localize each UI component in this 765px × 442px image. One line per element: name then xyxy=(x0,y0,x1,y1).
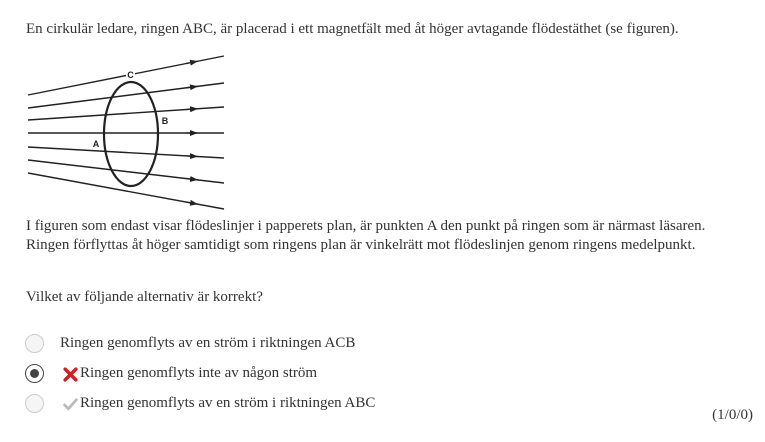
answer-option-acb[interactable] xyxy=(25,334,625,356)
question-prompt: Vilket av följande alternativ är korrekt? xyxy=(26,289,263,305)
cross-icon xyxy=(63,367,78,382)
flux-arrows xyxy=(186,61,198,204)
radio-button-selected[interactable] xyxy=(25,364,44,383)
option-label: Ringen genomflyts inte av någon ström xyxy=(80,365,318,381)
option-label: Ringen genomflyts av en ström i riktningen ABC xyxy=(80,395,376,411)
answer-option-no-current[interactable] xyxy=(25,364,625,386)
point-b-label: B xyxy=(161,116,169,126)
score-indicator: (1/0/0) xyxy=(712,407,753,423)
magnetic-field-figure xyxy=(26,52,226,214)
question-description: I figuren som endast visar flödeslinjer i papperets plan, är punkten A den punkt på ringen som är närmast läsaren. Ringen förflyttas åt höger samtidigt som ringens plan är vinkelrätt mot flödeslinjen genom ringens medelpunkt. xyxy=(26,218,706,253)
option-label: Ringen genomflyts av en ström i riktningen ACB xyxy=(60,335,356,351)
radio-button[interactable] xyxy=(25,334,44,353)
check-icon xyxy=(63,397,78,412)
point-c-label: C xyxy=(127,70,134,80)
conductor-ring xyxy=(104,82,158,186)
radio-button[interactable] xyxy=(25,394,44,413)
answer-option-abc[interactable] xyxy=(25,394,625,416)
point-a-label: A xyxy=(92,139,100,149)
question-intro: En cirkulär ledare, ringen ABC, är placerad i ett magnetfält med åt höger avtagande flödestäthet (se figuren). xyxy=(26,21,679,37)
